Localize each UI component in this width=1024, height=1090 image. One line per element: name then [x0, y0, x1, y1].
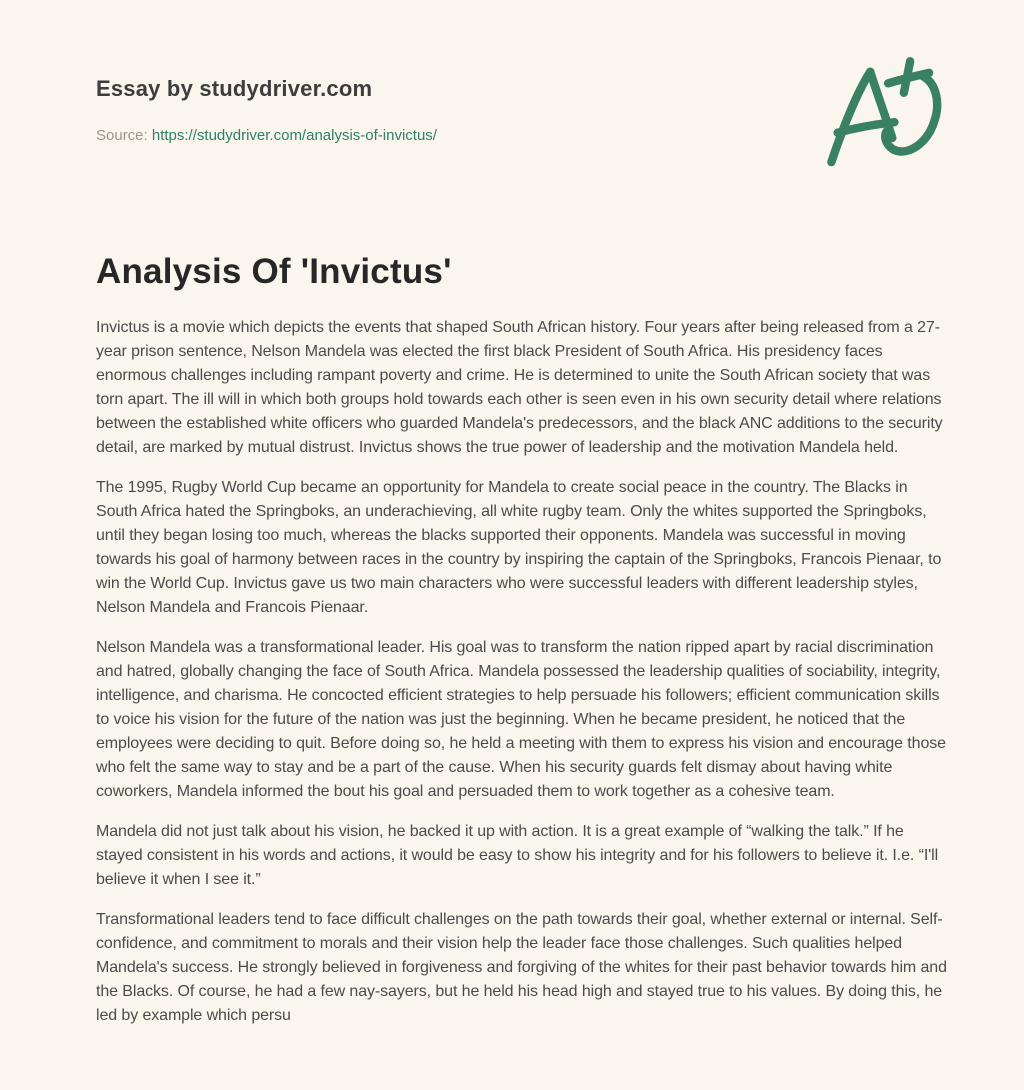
brand-title: Essay by studydriver.com	[96, 76, 373, 101]
essay-paragraph: Invictus is a movie which depicts the events that shaped South African history. Four years after being released from a 27-year prison sentence, Nelson Mandela was elected the first black President of South Africa. His presidency faces enormous challenges including rampant poverty and crime. He is determined to unite the South African society that was torn apart. The ill will in which both groups hold towards each other is seen even in his own security detail where relations between the established white officers who guarded Mandela's predecessors, and the black ANC additions to the security detail, are marked by mutual distrust. Invictus shows the true power of leadership and the motivation Mandela held.	[96, 319, 943, 456]
essay-paragraph: The 1995, Rugby World Cup became an opportunity for Mandela to create social peace in the country. The Blacks in South Africa hated the Springboks, an underachieving, all white rugby team. Only the whites supported the Springboks, until they began losing too much, whereas the blacks supported their opponents. Mandela was successful in moving towards his goal of harmony between races in the country by inspiring the captain of the Springboks, Francois Pienaar, to win the World Cup. Invictus gave us two main characters who were successful leaders with different leadership styles, Nelson Mandela and Francois Pienaar.	[96, 479, 942, 616]
source-line	[96, 126, 948, 146]
source-url-link[interactable]: https://studydriver.com/analysis-of-invictus/	[151, 127, 437, 144]
source-label: Source:	[96, 127, 148, 144]
article-title: Analysis Of 'Invictus'	[96, 252, 452, 291]
essay-paragraph: Transformational leaders tend to face difficult challenges on the path towards their goal, whether external or internal. Self-confidence, and commitment to morals and their vision help the leader face those challenges. Such qualities helped Mandela's success. He strongly believed in forgiveness and forgiving of the whites for their past behavior towards him and the Blacks. Of course, he had a few nay-sayers, but he held his head high and stayed true to his values. By doing this, he led by example which persu	[96, 911, 947, 1024]
essay-paragraph: Mandela did not just talk about his vision, he backed it up with action. It is a great example of “walking the talk.” If he stayed consistent in his words and actions, it would be easy to show his integrity and for his followers to believe it. I.e. “I'll believe it when I see it.”	[96, 823, 939, 888]
essay-paragraph: Nelson Mandela was a transformational leader. His goal was to transform the nation ripped apart by racial discrimination and hatred, globally changing the face of South Africa. Mandela possessed the leadership qualities of sociability, integrity, intelligence, and charisma. He concocted efficient strategies to help persuade his followers; efficient communication skills to voice his vision for the future of the nation was just the beginning. When he became president, he noticed that the employees were deciding to quit. Before doing so, he held a meeting with them to express his vision and encourage those who felt the same way to stay and be a part of the cause. When his security guards felt dismay about having white coworkers, Mandela informed the bout his goal and persuaded them to work together as a cohesive team.	[96, 639, 946, 800]
article-body	[96, 316, 948, 1028]
